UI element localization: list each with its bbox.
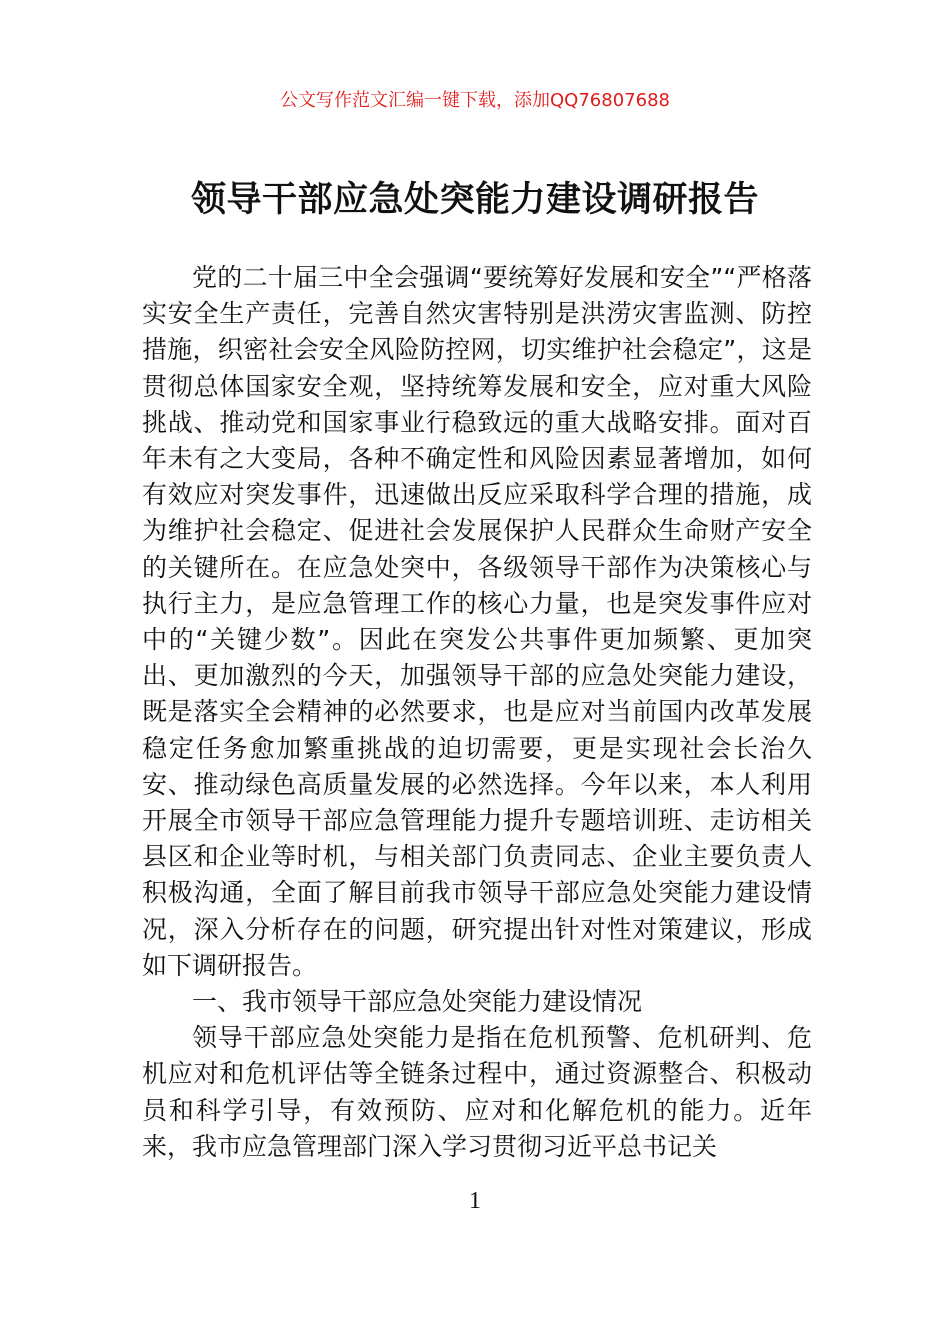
- document-body: [142, 260, 812, 1165]
- paragraph-intro: 党的二十届三中全会强调“要统筹好发展和安全”“严格落实安全生产责任，完善自然灾害特别是洪涝灾害监测、防控措施，织密社会安全风险防控网，切实维护社会稳定”，这是贯彻总体国家安全观，坚持统筹发展和安全，应对重大风险挑战、推动党和国家事业行稳致远的重大战略安排。面对百年未有之大变局，各种不确定性和风险因素显著增加，如何有效应对突发事件，迅速做出反应采取科学合理的措施，成为维护社会稳定、促进社会发展保护人民群众生命财产安全的关键所在。在应急处突中，各级领导干部作为决策核心与执行主力，是应急管理工作的核心力量，也是突发事件应对中的“关键少数”。因此在突发公共事件更加频繁、更加突出、更加激烈的今天，加强领导干部的应急处突能力建设，既是落实全会精神的必然要求，也是应对当前国内改革发展稳定任务愈加繁重挑战的迫切需要，更是实现社会长治久安、推动绿色高质量发展的必然选择。今年以来，本人利用开展全市领导干部应急管理能力提升专题培训班、走访相关县区和企业等时机，与相关部门负责同志、企业主要负责人积极沟通，全面了解目前我市领导干部应急处突能力建设情况，深入分析存在的问题，研究提出针对性对策建议，形成如下调研报告。: [142, 263, 812, 980]
- page-number: 1: [469, 1188, 481, 1214]
- paragraph-section-1: 领导干部应急处突能力是指在危机预警、危机研判、危机应对和危机评估等全链条过程中，通过资源整合、积极动员和科学引导，有效预防、应对和化解危机的能力。近年来，我市应急管理部门深入学习贯彻习近平总书记关: [142, 1023, 812, 1161]
- document-title: 领导干部应急处突能力建设调研报告: [190, 180, 759, 220]
- header-download-note: 公文写作范文汇编一键下载，添加QQ76807688: [280, 90, 670, 111]
- section-heading-1: 一、我市领导干部应急处突能力建设情况: [192, 987, 643, 1017]
